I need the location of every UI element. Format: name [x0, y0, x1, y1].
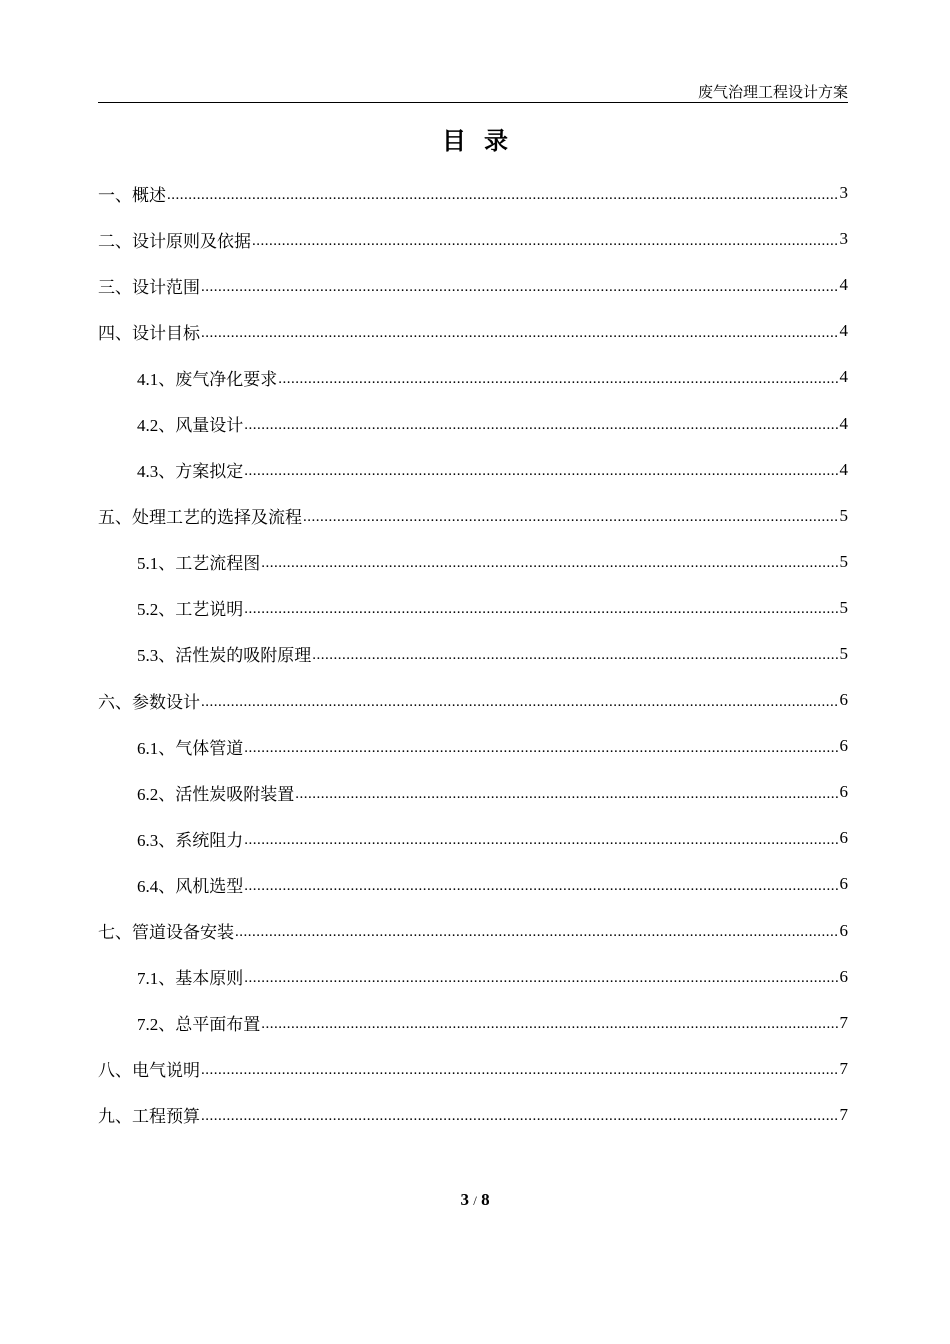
toc-entry-label: 八、电气说明 — [98, 1061, 200, 1081]
toc-entry-page: 7 — [839, 1058, 848, 1078]
toc-subentry[interactable] — [98, 1000, 848, 1046]
toc-entry[interactable] — [98, 1046, 848, 1092]
toc-dot-leader — [167, 187, 839, 204]
toc-entry[interactable] — [98, 216, 848, 262]
toc-dot-leader — [201, 1062, 839, 1079]
toc-dot-leader — [244, 463, 838, 480]
header-rule — [98, 102, 848, 103]
toc-dot-leader — [201, 694, 839, 711]
toc-subentry[interactable] — [98, 954, 848, 1000]
toc-entry-page: 5 — [839, 505, 848, 525]
current-page-number: 3 — [460, 1190, 469, 1209]
toc-entry[interactable] — [98, 170, 848, 216]
toc-entry-page: 3 — [839, 183, 848, 203]
running-header-title: 废气治理工程设计方案 — [697, 85, 848, 101]
toc-title: 目录 — [442, 129, 526, 155]
toc-entry-page: 7 — [839, 1012, 848, 1032]
toc-entry[interactable] — [98, 677, 848, 723]
total-page-count: 8 — [481, 1190, 490, 1209]
toc-dot-leader — [278, 371, 838, 388]
toc-entry-page: 4 — [839, 321, 848, 341]
toc-subentry[interactable] — [98, 354, 848, 400]
toc-list — [98, 170, 848, 1138]
toc-entry-label: 九、工程预算 — [98, 1107, 200, 1127]
toc-subentry[interactable] — [98, 723, 848, 769]
toc-entry-label: 4.3、方案拟定 — [137, 462, 244, 482]
toc-entry-page: 6 — [839, 828, 848, 848]
toc-subentry[interactable] — [98, 631, 848, 677]
toc-subentry[interactable] — [98, 769, 848, 815]
toc-dot-leader — [201, 279, 839, 296]
toc-entry-page: 4 — [839, 413, 848, 433]
toc-entry-page: 6 — [839, 874, 848, 894]
toc-entry-page: 6 — [839, 736, 848, 756]
toc-entry-page: 6 — [839, 782, 848, 802]
toc-subentry[interactable] — [98, 447, 848, 493]
toc-entry[interactable] — [98, 262, 848, 308]
toc-entry-label: 二、设计原则及依据 — [98, 231, 251, 251]
toc-entry-page: 7 — [839, 1104, 848, 1124]
toc-entry-label: 5.1、工艺流程图 — [137, 554, 261, 574]
toc-entry-page: 4 — [839, 275, 848, 295]
toc-entry-label: 6.1、气体管道 — [137, 738, 244, 758]
toc-dot-leader — [201, 1108, 839, 1125]
toc-dot-leader — [252, 233, 839, 250]
toc-entry-label: 4.2、风量设计 — [137, 416, 244, 436]
toc-dot-leader — [235, 924, 839, 941]
toc-entry-page: 5 — [839, 551, 848, 571]
toc-entry-label: 一、概述 — [98, 185, 166, 205]
page-number-separator: / — [473, 1193, 477, 1208]
toc-entry-page: 6 — [839, 690, 848, 710]
toc-dot-leader — [244, 417, 838, 434]
toc-entry-label: 6.4、风机选型 — [137, 876, 244, 896]
toc-entry-label: 七、管道设备安装 — [98, 923, 234, 943]
toc-dot-leader — [201, 325, 839, 342]
toc-entry-label: 三、设计范围 — [98, 277, 200, 297]
toc-entry-label: 7.2、总平面布置 — [137, 1015, 261, 1035]
toc-entry[interactable] — [98, 1092, 848, 1138]
toc-entry-page: 5 — [839, 643, 848, 663]
toc-subentry[interactable] — [98, 539, 848, 585]
toc-subentry[interactable] — [98, 815, 848, 861]
toc-dot-leader — [312, 647, 838, 664]
toc-entry-label: 五、处理工艺的选择及流程 — [98, 508, 302, 528]
toc-entry-label: 7.1、基本原则 — [137, 969, 244, 989]
toc-entry-label: 5.2、工艺说明 — [137, 600, 244, 620]
toc-entry-label: 四、设计目标 — [98, 323, 200, 343]
toc-entry[interactable] — [98, 908, 848, 954]
toc-entry-page: 3 — [839, 229, 848, 249]
toc-entry-label: 5.3、活性炭的吸附原理 — [137, 646, 312, 666]
toc-dot-leader — [244, 601, 838, 618]
toc-entry-page: 6 — [839, 966, 848, 986]
toc-dot-leader — [244, 740, 838, 757]
toc-entry-page: 6 — [839, 920, 848, 940]
toc-entry-page: 5 — [839, 597, 848, 617]
toc-dot-leader — [295, 786, 838, 803]
toc-entry-label: 6.2、活性炭吸附装置 — [137, 784, 295, 804]
toc-subentry[interactable] — [98, 861, 848, 907]
toc-dot-leader — [261, 555, 838, 572]
toc-subentry[interactable] — [98, 400, 848, 446]
page-number — [0, 1190, 950, 1210]
toc-dot-leader — [244, 832, 838, 849]
toc-subentry[interactable] — [98, 585, 848, 631]
toc-entry-page: 4 — [839, 459, 848, 479]
toc-entry[interactable] — [98, 493, 848, 539]
toc-entry[interactable] — [98, 308, 848, 354]
toc-entry-page: 4 — [839, 367, 848, 387]
toc-dot-leader — [244, 970, 838, 987]
toc-entry-label: 六、参数设计 — [98, 692, 200, 712]
toc-dot-leader — [303, 509, 839, 526]
toc-dot-leader — [244, 878, 838, 895]
toc-entry-label: 6.3、系统阻力 — [137, 830, 244, 850]
toc-dot-leader — [261, 1016, 838, 1033]
toc-entry-label: 4.1、废气净化要求 — [137, 369, 278, 389]
